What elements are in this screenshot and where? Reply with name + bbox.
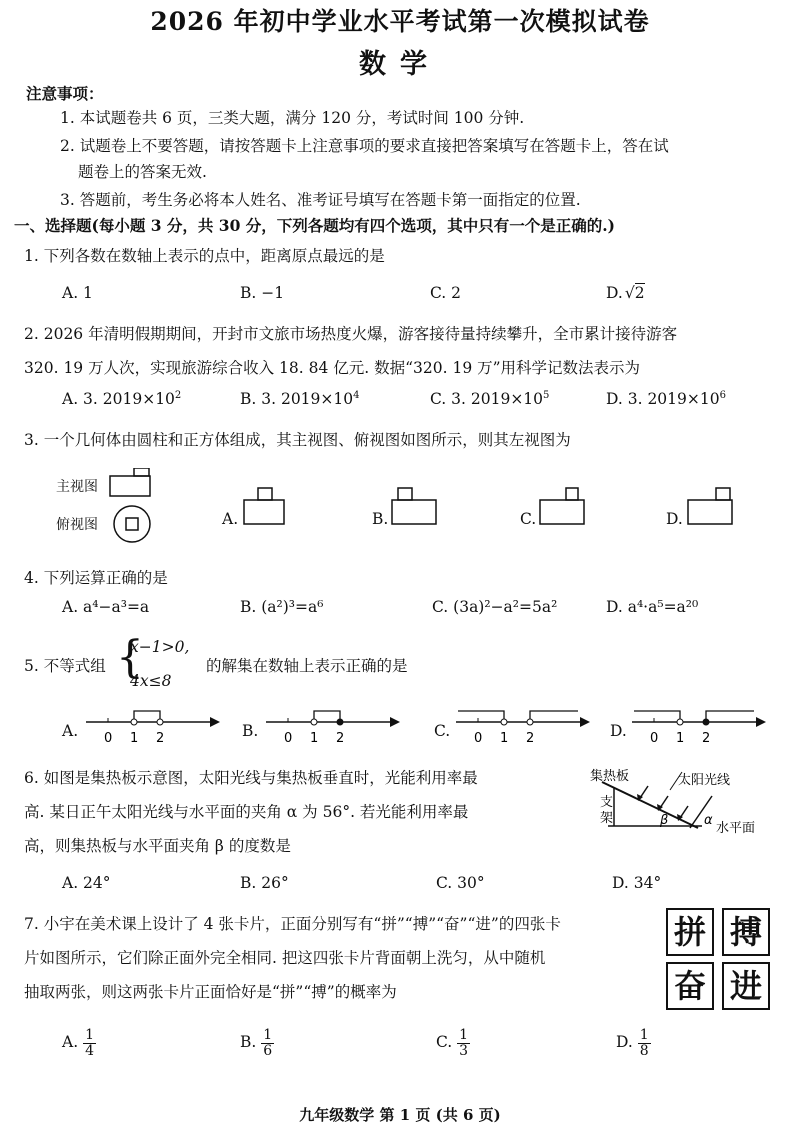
tick-label-2: 2: [526, 731, 535, 746]
q6-line-2: 高. 某日正午太阳光线与水平面的夹角 α 为 56°. 若光能利用率最: [24, 803, 469, 821]
solution-bracket: [314, 711, 340, 719]
tick-label-0: 0: [474, 731, 483, 746]
q2-option-c: [430, 390, 549, 408]
q5-option-b-numberline: [262, 702, 402, 746]
q4-option-d: D. a⁴·a⁵=a²⁰: [606, 598, 699, 616]
tick-label-1: 1: [130, 731, 139, 746]
q3-option-b-figure: [390, 486, 450, 528]
q2-option-c-exp: 5: [543, 390, 550, 401]
arrow-icon: [756, 717, 766, 727]
tick-label-0: 0: [284, 731, 293, 746]
q3-option-a-label: A.: [222, 510, 239, 528]
q7-option-c-label: C.: [436, 1033, 453, 1052]
q7-option-c: [436, 1028, 470, 1058]
q5-option-b-label: B.: [242, 722, 259, 740]
exam-title: 2026 年初中学业水平考试第一次模拟试卷: [150, 7, 650, 36]
q2-option-d: [606, 390, 726, 408]
label-support-1: 支: [600, 795, 614, 810]
notice-heading: 注意事项：: [26, 84, 104, 103]
tick-label-2: 2: [336, 731, 345, 746]
q5-stem-prefix: 5. 不等式组: [24, 657, 106, 675]
q7-line-1: 7. 小宇在美术课上设计了 4 张卡片，正面分别写有“拼”“搏”“奋”“进”的四张卡: [24, 915, 561, 933]
q2-option-d-exp: 6: [719, 390, 726, 401]
q4-option-a: A. a⁴−a³=a: [62, 598, 150, 616]
open-dot-1: [501, 719, 507, 725]
tick-label-0: 0: [650, 731, 659, 746]
q3-option-c-label: C.: [520, 510, 537, 528]
numerator: 1: [459, 1027, 469, 1043]
q2-option-a-exp: 2: [174, 390, 182, 401]
q5-inequality-2: 4x≤8: [130, 672, 172, 690]
q3-top-view-label: 俯视图: [56, 517, 98, 533]
q4-stem: 4. 下列运算正确的是: [24, 569, 168, 587]
denominator: 8: [639, 1042, 649, 1059]
q1-option-d-radicand: 2: [634, 284, 645, 302]
q7-line-2: 片如图所示，它们除正面外完全相同. 把这四张卡片背面朝上洗匀，从中随机: [24, 949, 546, 967]
q7-option-a: [62, 1028, 96, 1058]
closed-dot-2: [703, 719, 709, 725]
q5-option-c-label: C.: [434, 722, 451, 740]
q7-option-d-label: D.: [616, 1033, 633, 1052]
label-sunlight: 太阳光线: [678, 773, 731, 788]
open-dot-1: [677, 719, 683, 725]
numerator: 1: [85, 1027, 94, 1043]
q4-option-c: C. (3a)²−a²=5a²: [432, 598, 558, 616]
card-pin: 拼: [666, 908, 714, 956]
q3-d-base: [688, 500, 732, 524]
card-jin: 进: [722, 962, 770, 1010]
numerator: 1: [639, 1027, 649, 1043]
open-dot-2: [527, 719, 533, 725]
q5-option-a-label: A.: [62, 722, 79, 740]
open-dot-1: [131, 719, 137, 725]
q2-option-b-base: B. 3. 2019×10: [240, 390, 354, 409]
solution-ray-1: [634, 711, 680, 719]
q7-option-a-fraction: [83, 1028, 96, 1058]
q3-main-view-label: 主视图: [56, 479, 98, 495]
label-plate: 集热板: [590, 769, 630, 784]
q2-option-c-base: C. 3. 2019×10: [430, 390, 544, 409]
solution-ray-2: [530, 711, 578, 719]
q6-solar-figure: [586, 766, 786, 846]
q1-option-d-label: D.: [606, 284, 623, 302]
page-footer: 九年级数学 第 1 页 (共 6 页): [299, 1106, 501, 1124]
tick-label-1: 1: [676, 731, 685, 746]
q7-option-b: [240, 1028, 274, 1058]
q3-option-d-label: D.: [666, 510, 683, 528]
notice-item-3: 3. 答题前，考生务必将本人姓名、准考证号填写在答题卡第一面指定的位置.: [60, 191, 581, 209]
q2-line-2: 320. 19 万人次，实现旅游综合收入 18. 84 亿元. 数据“320. 19 万”用科学记数法表示为: [24, 359, 641, 377]
q5-option-d-numberline: [628, 702, 768, 746]
q3-stem: 3. 一个几何体由圆柱和正方体组成，其主视图、俯视图如图所示，则其左视图为: [24, 431, 571, 449]
q3-option-a-figure: [240, 486, 300, 528]
main-view-top: [134, 468, 149, 476]
notice-item-1: 1. 本试题卷共 6 页，三类大题，满分 120 分，考试时间 100 分钟.: [60, 109, 525, 127]
q5-option-d-label: D.: [610, 722, 627, 740]
q6-option-a: A. 24°: [62, 874, 111, 892]
notice-item-2-cont: 题卷上的答案无效.: [78, 163, 207, 181]
arrow-icon: [210, 717, 220, 727]
q2-option-d-base: D. 3. 2019×10: [606, 390, 720, 409]
q3-b-top: [398, 488, 412, 500]
section-heading: 一、选择题(每小题 3 分，共 30 分，下列各题均有四个选项，其中只有一个是正确的.): [14, 216, 616, 235]
q6-line-3: 高，则集热板与水平面夹角 β 的度数是: [24, 837, 291, 855]
open-dot-2: [157, 719, 163, 725]
tick-label-2: 2: [702, 731, 711, 746]
q7-line-3: 抽取两张，则这两张卡片正面恰好是“拼”“搏”的概率为: [24, 983, 397, 1001]
top-view-square: [126, 518, 138, 530]
closed-dot-2: [337, 719, 343, 725]
q5-option-a-numberline: [82, 702, 222, 746]
solution-bracket: [134, 711, 160, 719]
label-beta: β: [660, 813, 669, 828]
numerator: 1: [263, 1027, 273, 1043]
solution-ray-1: [458, 711, 504, 719]
denominator: 3: [459, 1042, 469, 1059]
q3-option-b-label: B.: [372, 510, 389, 528]
q2-option-b-exp: 4: [353, 390, 360, 401]
label-ground: 水平面: [716, 821, 756, 836]
q3-c-top: [566, 488, 578, 500]
q6-option-c: C. 30°: [436, 874, 485, 892]
label-alpha: α: [704, 813, 713, 828]
tick-label-1: 1: [500, 731, 509, 746]
q3-a-base: [244, 500, 284, 524]
denominator: 6: [263, 1042, 273, 1059]
q3-a-top: [258, 488, 272, 500]
q3-c-base: [540, 500, 584, 524]
q1-option-c: C. 2: [430, 284, 462, 302]
q1-option-a: A. 1: [62, 284, 93, 302]
q2-option-a-base: A. 3. 2019×10: [62, 390, 175, 409]
solution-ray-2: [706, 711, 754, 719]
q5-stem-suffix: 的解集在数轴上表示正确的是: [206, 657, 408, 675]
q7-option-d-fraction: [638, 1028, 651, 1058]
label-support-2: 架: [600, 811, 614, 826]
tick-label-1: 1: [310, 731, 319, 746]
q7-option-a-label: A.: [62, 1033, 79, 1052]
q6-option-b: B. 26°: [240, 874, 289, 892]
q1-option-d: [606, 284, 645, 302]
q2-option-a: [62, 390, 181, 408]
arrow-icon: [580, 717, 590, 727]
denominator: 4: [85, 1042, 94, 1059]
tick-label-2: 2: [156, 731, 165, 746]
q3-option-c-figure: [536, 486, 596, 528]
q7-option-b-fraction: [261, 1028, 274, 1058]
notice-item-2: 2. 试题卷上不要答题，请按答题卡上注意事项的要求直接把答案填写在答题卡上，答在试: [60, 137, 669, 155]
q3-b-base: [392, 500, 436, 524]
top-view-circle: [114, 506, 150, 542]
q1-stem: 1. 下列各数在数轴上表示的点中，距离原点最远的是: [24, 247, 385, 265]
q7-option-c-fraction: [457, 1028, 470, 1058]
q2-line-1: 2. 2026 年清明假期期间，开封市文旅市场热度火爆，游客接待量持续攀升，全市累计接待游客: [24, 325, 678, 343]
q6-option-d: D. 34°: [612, 874, 662, 892]
tick-label-0: 0: [104, 731, 113, 746]
open-dot-1: [311, 719, 317, 725]
sqrt-icon: √: [624, 284, 635, 302]
q4-option-b: B. (a²)³=a⁶: [240, 598, 324, 616]
q3-d-top: [716, 488, 730, 500]
q3-views-figure: [104, 468, 164, 548]
arrow-icon: [390, 717, 400, 727]
subject-title: 数学: [359, 49, 441, 80]
q7-option-b-label: B.: [240, 1033, 257, 1052]
card-fen: 奋: [666, 962, 714, 1010]
q5-option-c-numberline: [452, 702, 592, 746]
plate-line: [602, 782, 698, 828]
q5-inequality-1: x−1>0,: [130, 638, 190, 656]
q7-option-d: [616, 1028, 651, 1058]
brace-icon: {: [116, 632, 144, 683]
q1-option-b: B. −1: [240, 284, 285, 302]
card-bo: 搏: [722, 908, 770, 956]
q6-line-1: 6. 如图是集热板示意图，太阳光线与集热板垂直时，光能利用率最: [24, 769, 478, 787]
q2-option-b: [240, 390, 360, 408]
q3-option-d-figure: [684, 486, 744, 528]
main-view-base: [110, 476, 150, 496]
